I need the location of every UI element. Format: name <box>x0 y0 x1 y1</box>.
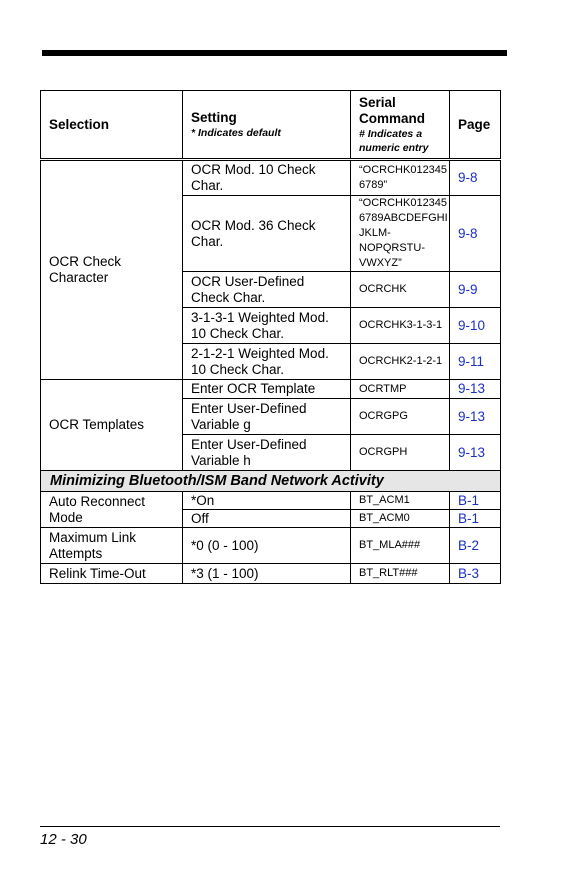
section-row <box>41 471 501 492</box>
page-link-ocrtmp[interactable]: 9-13 <box>450 380 501 399</box>
table-row <box>41 528 501 564</box>
page-link-ocrgph[interactable]: 9-13 <box>450 435 501 471</box>
command-ocrgph: OCRGPH <box>351 435 450 471</box>
command-ocr-mod36: “OCRCHK012345 6789ABCDEFGHI JKLM- NOPQRSTU- VWXYZ” <box>351 196 450 272</box>
table-row <box>41 492 501 510</box>
header-setting: Setting * Indicates default <box>183 91 351 160</box>
setting-auto-reconnect-off: Off <box>183 510 351 528</box>
section-title-bluetooth: Minimizing Bluetooth/ISM Band Network Activity <box>41 471 501 492</box>
selection-ocr-templates: OCR Templates <box>41 380 183 471</box>
setting-variable-h: Enter User-Defined Variable h <box>183 435 351 471</box>
command-ocrgpg: OCRGPG <box>351 399 450 435</box>
page-link-bt-acm1[interactable]: B-1 <box>450 492 501 510</box>
command-bt-acm0: BT_ACM0 <box>351 510 450 528</box>
header-page: Page <box>450 91 501 160</box>
setting-variable-g: Enter User-Defined Variable g <box>183 399 351 435</box>
selection-auto-reconnect: Auto Reconnect Mode <box>41 492 183 528</box>
page-link-bt-acm0[interactable]: B-1 <box>450 510 501 528</box>
selection-max-link-attempts: Maximum Link Attempts <box>41 528 183 564</box>
setting-ocr-mod36: OCR Mod. 36 Check Char. <box>183 196 351 272</box>
header-setting-note: * Indicates default <box>191 126 281 139</box>
page-link-ocrgpg[interactable]: 9-13 <box>450 399 501 435</box>
setting-max-link-attempts: *0 (0 - 100) <box>183 528 351 564</box>
selection-ocr-check-character: OCR Check Character <box>41 160 183 380</box>
setting-ocr-user-defined: OCR User-Defined Check Char. <box>183 272 351 308</box>
table-row <box>41 380 501 399</box>
page-link-3131-weighted[interactable]: 9-10 <box>450 308 501 344</box>
page-link-ocr-mod36[interactable]: 9-8 <box>450 196 501 272</box>
command-ocr-user-defined: OCRCHK <box>351 272 450 308</box>
command-bt-acm1: BT_ACM1 <box>351 492 450 510</box>
setting-2121-weighted: 2-1-2-1 Weighted Mod. 10 Check Char. <box>183 344 351 380</box>
page-link-2121-weighted[interactable]: 9-11 <box>450 344 501 380</box>
table-row <box>41 160 501 196</box>
setting-auto-reconnect-on: *On <box>183 492 351 510</box>
page-link-ocr-mod10[interactable]: 9-8 <box>450 160 501 196</box>
command-ocr-mod10: “OCRCHK012345 6789” <box>351 160 450 196</box>
header-selection: Selection <box>41 91 183 160</box>
command-3131-weighted: OCRCHK3-1-3-1 <box>351 308 450 344</box>
footer-rule <box>40 826 500 827</box>
command-bt-mla: BT_MLA### <box>351 528 450 564</box>
command-ocrtmp: OCRTMP <box>351 380 450 399</box>
table-header-row <box>41 91 501 160</box>
table-row <box>41 564 501 584</box>
command-2121-weighted: OCRCHK2-1-2-1 <box>351 344 450 380</box>
setting-relink-timeout: *3 (1 - 100) <box>183 564 351 584</box>
header-serial-note: # Indicates a numeric entry <box>359 127 429 154</box>
page-link-bt-mla[interactable]: B-2 <box>450 528 501 564</box>
top-rule <box>42 50 507 56</box>
selection-relink-timeout: Relink Time-Out <box>41 564 183 584</box>
command-table <box>40 90 501 584</box>
setting-ocr-mod10: OCR Mod. 10 Check Char. <box>183 160 351 196</box>
command-bt-rlt: BT_RLT### <box>351 564 450 584</box>
page-link-bt-rlt[interactable]: B-3 <box>450 564 501 584</box>
page-number: 12 - 30 <box>40 831 87 848</box>
page-link-ocr-user-defined[interactable]: 9-9 <box>450 272 501 308</box>
header-serial-command: Serial Command # Indicates a numeric entry <box>351 91 450 160</box>
setting-3131-weighted: 3-1-3-1 Weighted Mod. 10 Check Char. <box>183 308 351 344</box>
setting-enter-ocr-template: Enter OCR Template <box>183 380 351 399</box>
